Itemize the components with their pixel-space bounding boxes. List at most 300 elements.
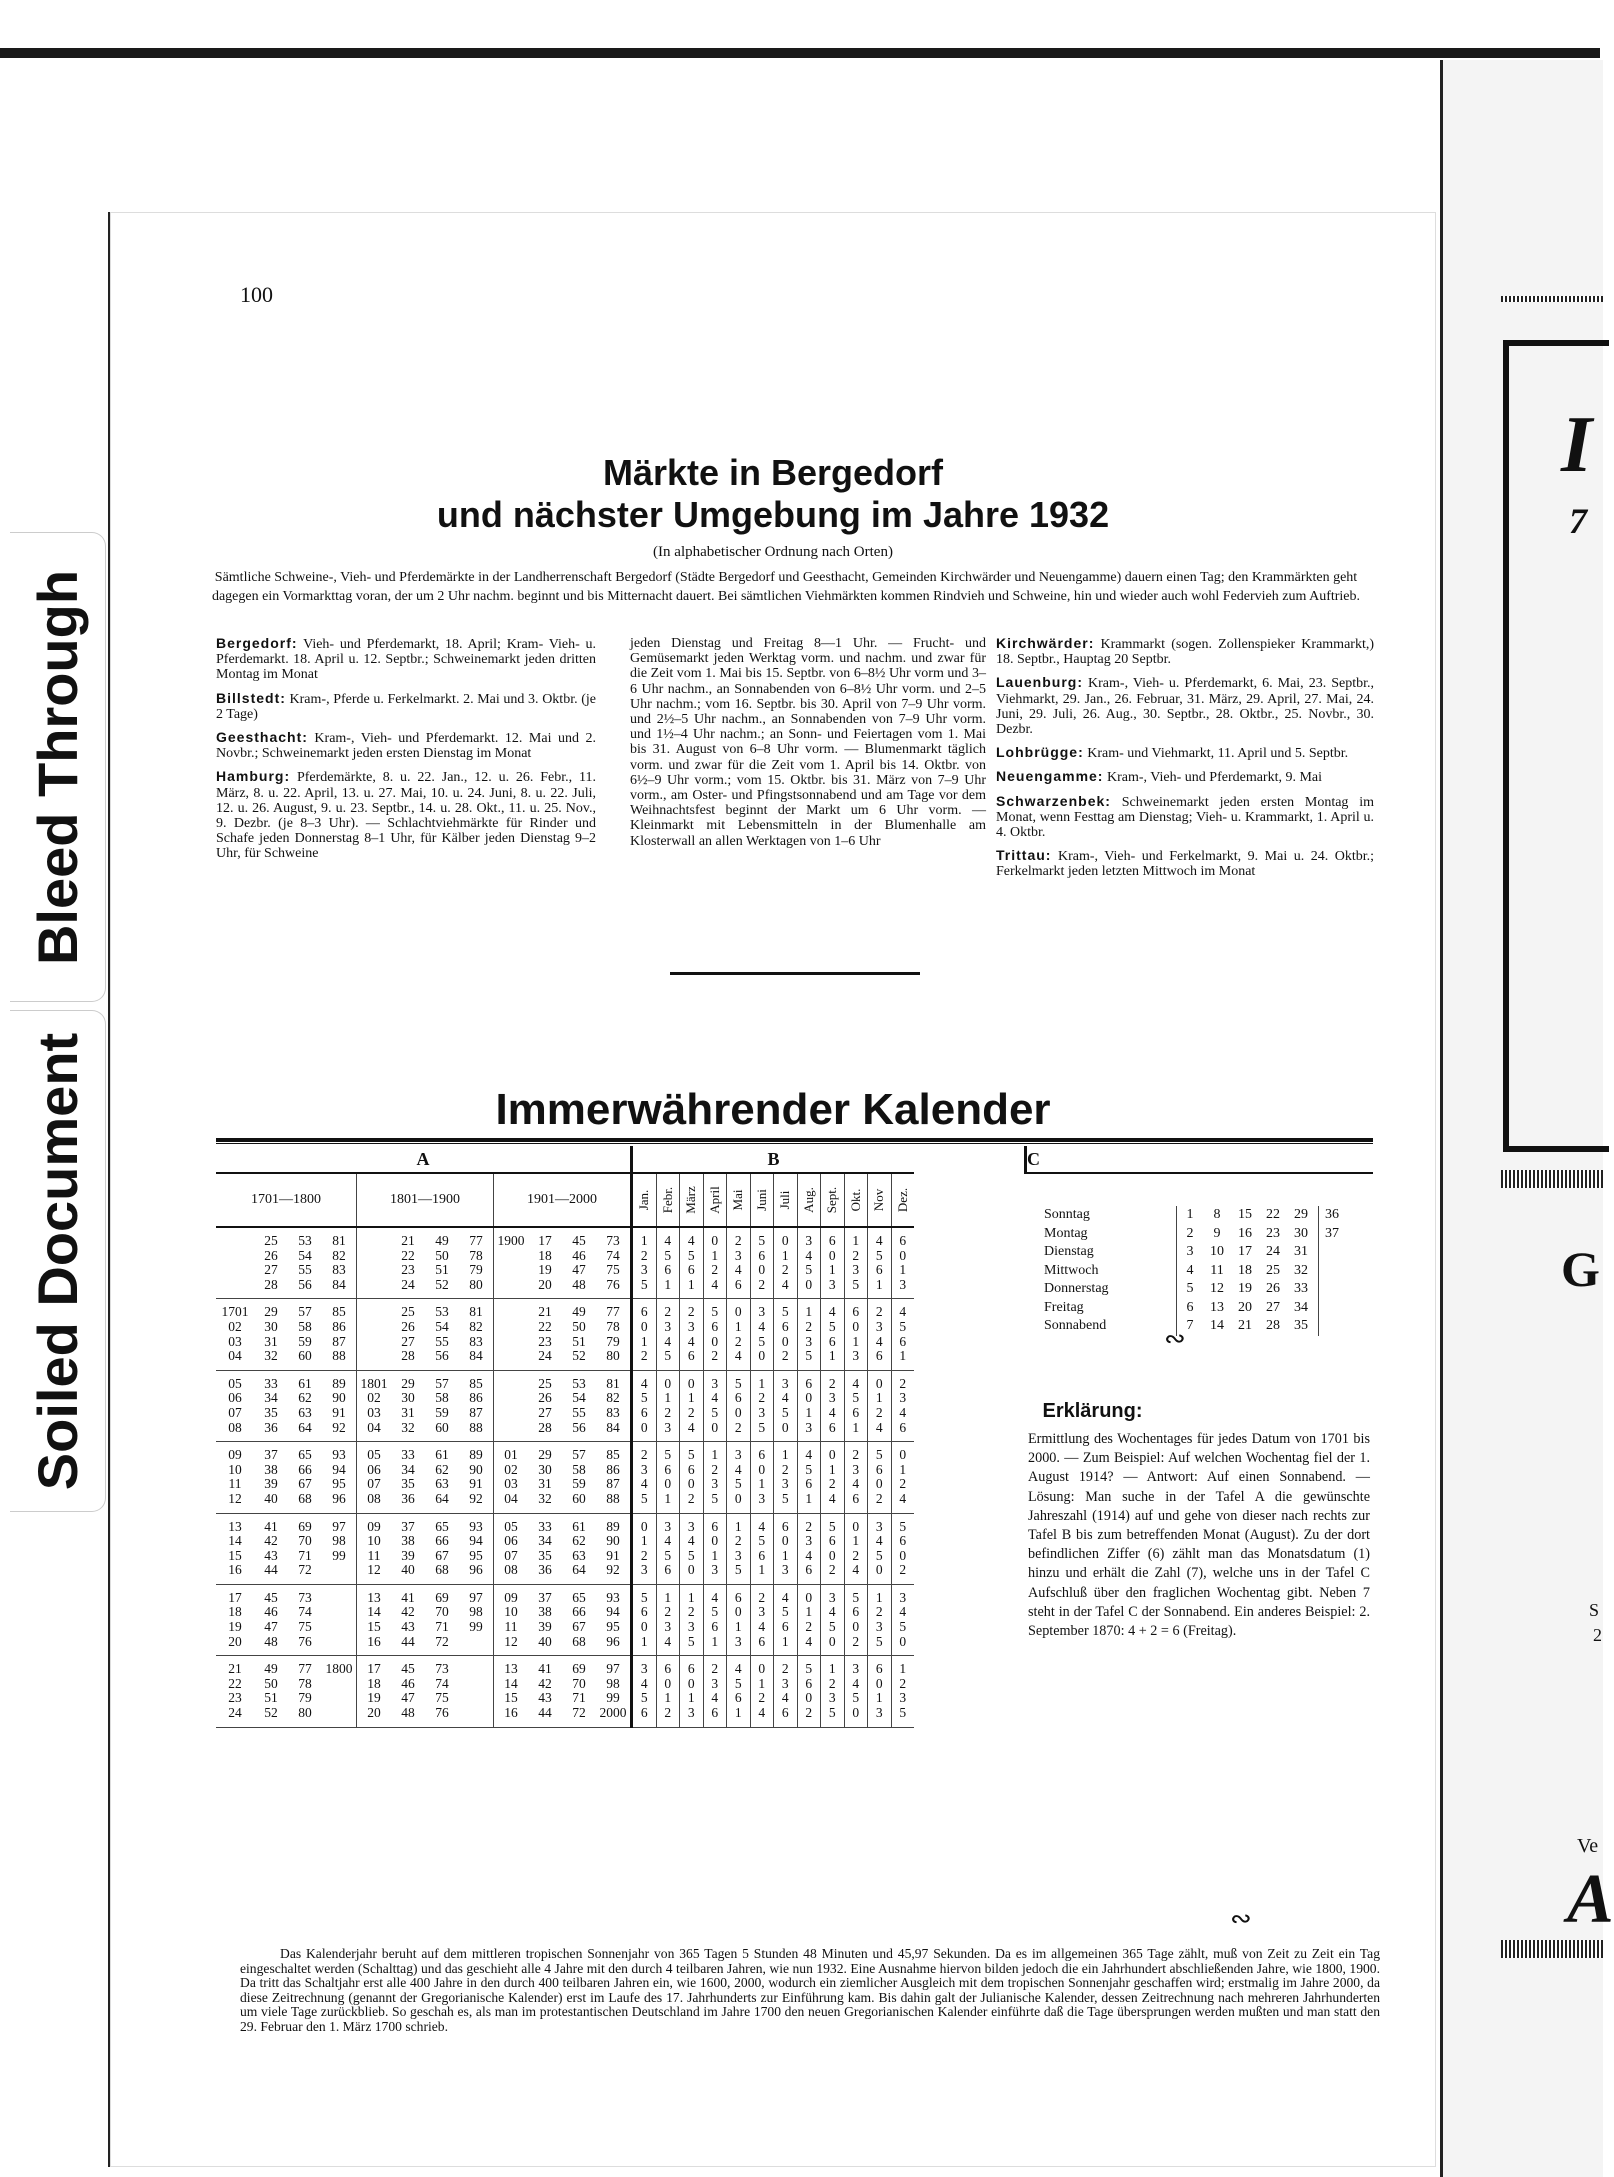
- weekday-number: 13: [1210, 1299, 1224, 1315]
- month-code-cell: 1 2 3 5: [868, 1584, 892, 1655]
- year-cell: 17 18 19 20: [216, 1584, 254, 1655]
- month-code-cell: 6 0 1 3: [703, 1513, 727, 1584]
- month-code-cell: 6 0 1 3: [891, 1227, 914, 1299]
- weekday-number: [1319, 1280, 1345, 1299]
- month-header: [821, 1173, 845, 1227]
- weekday-number: 35: [1294, 1318, 1308, 1333]
- year-cell: 25 26 27 28: [254, 1227, 288, 1299]
- weekday-number: 5: [1186, 1281, 1194, 1296]
- month-header: [727, 1173, 751, 1227]
- month-code-cell: 4 5 6 1: [703, 1584, 727, 1655]
- month-code-cell: 2 3 4 6: [821, 1370, 845, 1441]
- market-dates: Kram-, Pferde u. Ferkelmarkt. 2. Mai und 3. Oktbr. (je 2 Tage): [216, 691, 596, 722]
- weekday-number: [1319, 1243, 1345, 1262]
- month-code-cell: 1 2 3 5: [680, 1584, 704, 1655]
- market-entry: [996, 745, 1374, 761]
- month-code-cell: 6 0 1 3: [868, 1656, 892, 1727]
- side-tab-bleed-through[interactable]: [10, 532, 106, 1002]
- month-code-cell: 3 4 5 0: [891, 1584, 914, 1655]
- year-cell: 05 06 07 08: [494, 1513, 529, 1584]
- year-cell: 17 18 19 20: [357, 1656, 392, 1727]
- month-code-cell: 1 2 3 5: [727, 1513, 751, 1584]
- weekday-number: 34: [1294, 1299, 1308, 1315]
- month-code-cell: 5 6 0 2: [703, 1299, 727, 1370]
- month-code-cell: 6 0 1 3: [750, 1442, 774, 1513]
- month-code-cell: 2 3 4 6: [891, 1370, 914, 1441]
- weekday-number: 37: [1325, 1225, 1339, 1241]
- month-code-cell: 6 0 1 3: [797, 1370, 821, 1441]
- month-header: [891, 1173, 914, 1227]
- month-code-cell: 1 2 3 5: [703, 1442, 727, 1513]
- month-code-cell: 4 5 6 1: [891, 1299, 914, 1370]
- month-code-cell: 4 5 6 1: [750, 1513, 774, 1584]
- month-label: April: [706, 1186, 722, 1214]
- month-code-cell: 3 4 5 6: [632, 1656, 657, 1727]
- weekday-number: 17: [1238, 1244, 1252, 1259]
- year-cell: 81 82 83 84: [459, 1299, 494, 1370]
- month-code-cell: 4 5 6 0: [632, 1370, 657, 1441]
- year-cell: 49 50 51 52: [425, 1227, 459, 1299]
- markets-title-line2: und nächster Umgebung im Jahre 1932: [436, 494, 1110, 535]
- market-place: Schwarzenbek:: [996, 792, 1111, 809]
- weekday-number: 28: [1266, 1318, 1280, 1333]
- year-cell: 69 70 71 72: [425, 1584, 459, 1655]
- year-cell: 57 58 59 60: [425, 1370, 459, 1441]
- year-cell: 73 74 75 76: [288, 1584, 322, 1655]
- adjacent-glyph: S: [1589, 1600, 1600, 1620]
- markets-column-1: [216, 636, 596, 870]
- section-a-header: A: [216, 1146, 632, 1173]
- weekday-number: 19: [1238, 1281, 1252, 1296]
- weekday-number: [1319, 1317, 1345, 1336]
- month-code-cell: 3 4 5 0: [844, 1656, 868, 1727]
- year-cell: 53 54 55 56: [425, 1299, 459, 1370]
- weekday-number-column: [1288, 1206, 1314, 1336]
- market-place: Geesthacht:: [216, 729, 308, 746]
- month-code-cell: 0 1 2 3: [656, 1370, 680, 1441]
- month-label: Nov: [871, 1188, 887, 1212]
- month-code-cell: 1 2 3 5: [774, 1442, 798, 1513]
- markets-title: Märkte in Bergedorf: [602, 452, 944, 493]
- market-entry: [996, 794, 1374, 841]
- year-cell: [459, 1656, 494, 1727]
- year-cell: 81 82 83 84: [596, 1370, 632, 1441]
- year-cell: [357, 1299, 392, 1370]
- scanner-top-border: [0, 48, 1600, 58]
- month-code-cell: 4 5 6 1: [844, 1370, 868, 1441]
- year-cell: 1800: [322, 1656, 357, 1727]
- year-cell: 97 98 99: [459, 1584, 494, 1655]
- month-code-cell: 0 1 2 4: [868, 1370, 892, 1441]
- year-cell: 33 34 35 36: [528, 1513, 562, 1584]
- ornament: ∾: [1164, 1324, 1186, 1354]
- month-code-cell: 1 2 3 5: [844, 1227, 868, 1299]
- month-label: Jan.: [636, 1189, 652, 1211]
- month-code-cell: 0 1 2 3: [632, 1513, 657, 1584]
- year-cell: 29 30 31 32: [391, 1370, 425, 1441]
- month-label: Okt.: [847, 1188, 863, 1212]
- weekday-number: 15: [1238, 1207, 1252, 1222]
- section-b-header: B: [632, 1146, 915, 1173]
- year-cell: 41 42 43 44: [254, 1513, 288, 1584]
- year-cell: 17 18 19 20: [528, 1227, 562, 1299]
- year-cell: 81 82 83 84: [322, 1227, 357, 1299]
- market-place: Trittau:: [996, 847, 1052, 864]
- market-place: Neuengamme:: [996, 768, 1104, 785]
- weekday-label: Sonntag: [1044, 1207, 1090, 1222]
- weekday-number: 7: [1186, 1318, 1194, 1333]
- month-code-cell: 3 4 5 0: [750, 1299, 774, 1370]
- weekday-number: 32: [1294, 1262, 1308, 1278]
- weekday-number: 12: [1210, 1281, 1224, 1296]
- month-code-cell: 2 3 4 5: [632, 1442, 657, 1513]
- adjacent-glyph: G: [1561, 1241, 1600, 1297]
- market-entry: [996, 636, 1374, 667]
- market-place: Hamburg:: [216, 768, 291, 785]
- calendar-row: [216, 1227, 914, 1299]
- month-code-cell: 6 0 1 3: [680, 1656, 704, 1727]
- year-cell: 73 74 75 76: [596, 1227, 632, 1299]
- weekday-label: Sonnabend: [1044, 1318, 1107, 1333]
- year-cell: 89 90 91 92: [322, 1370, 357, 1441]
- month-code-cell: 1 2 3 5: [797, 1299, 821, 1370]
- month-header: [844, 1173, 868, 1227]
- month-header: [750, 1173, 774, 1227]
- month-code-cell: 0 1 2 4: [844, 1513, 868, 1584]
- weekday-number: 18: [1238, 1262, 1252, 1278]
- year-cell: [216, 1227, 254, 1299]
- month-code-cell: 2 3 4 6: [703, 1656, 727, 1727]
- markets-intro: Sämtliche Schweine-, Vieh- und Pferdemärkte in der Landherrenschaft Bergedorf (Städte Bergedorf und Geesthacht, Gemeinden Kirchwärder und Neuengamme) dauern einen Tag; den Krammärkten geht dagegen ein Vormarkttag voran, der um 2 Uhr nachm. beginnt und bis Mitternacht dauert. Bei sämtlichen Viehmärkten kommen Rindvieh und Schweine, hin und wieder auch wohl Federvieh zum Auftrieb.: [211, 570, 1361, 604]
- year-cell: 13 14 15 16: [357, 1584, 392, 1655]
- weekday-number: 16: [1238, 1225, 1252, 1241]
- year-cell: 97 98 99: [322, 1513, 357, 1584]
- month-code-cell: 3 4 5 0: [868, 1513, 892, 1584]
- year-cell: 29 30 31 32: [528, 1442, 562, 1513]
- month-label: Dez.: [894, 1187, 910, 1213]
- year-cell: 33 34 35 36: [391, 1442, 425, 1513]
- markets-column-2: [630, 636, 986, 857]
- adjacent-page-rule: [1501, 1940, 1603, 1958]
- weekday-number: 2: [1186, 1225, 1194, 1241]
- weekday-number: 25: [1266, 1262, 1280, 1278]
- year-cell: 61 62 63 64: [425, 1442, 459, 1513]
- month-code-cell: 4 5 6 1: [821, 1299, 845, 1370]
- explanation-title: Erklärung:: [1042, 1400, 1143, 1422]
- year-cell: 13 14 15 16: [216, 1513, 254, 1584]
- calendar-table-ab: [216, 1146, 914, 1728]
- year-cell: [494, 1299, 529, 1370]
- weekday-number: 23: [1266, 1225, 1280, 1241]
- year-cell: 61 62 63 64: [562, 1513, 596, 1584]
- year-cell: 37 38 39 40: [254, 1442, 288, 1513]
- market-place: Lauenburg:: [996, 674, 1083, 691]
- adjacent-page-frame: [1503, 340, 1609, 1152]
- year-cell: 61 62 63 64: [288, 1370, 322, 1441]
- year-cell: 01 02 03 04: [494, 1442, 529, 1513]
- month-code-cell: 2 3 4 6: [750, 1584, 774, 1655]
- markets-column-3: [996, 636, 1374, 888]
- year-cell: 93 94 95 96: [596, 1584, 632, 1655]
- weekday-number-column: [1204, 1206, 1230, 1336]
- century-header: 1901—2000: [494, 1173, 632, 1227]
- year-cell: 65 66 67 68: [425, 1513, 459, 1584]
- weekday-number: 6: [1186, 1299, 1194, 1315]
- side-tab-label: Bleed Through: [26, 569, 89, 965]
- market-entry: jeden Dienstag und Freitag 8—1 Uhr. — Frucht- und Gemüsemarkt jeden Werktag vorm. und nachm. und zwar für die Zeit vom 1. Mai bis 15. Septbr. von 6–8½ Uhr vorm und 3–6 Uhr nachm., an Sonnabenden von 6–8½ Uhr vorm. und 2–5 Uhr nachm.; vom 16. Septbr. bis 30. April von 7–9 Uhr vorm. und 2½–5 Uhr nachm., an Sonnabenden von 7–9 Uhr vorm. und 1½–4 Uhr nachm.; an Sonn- und Feiertagen vom 1. Mai bis 31. August von 6–8 Uhr vorm. — Blumenmarkt täglich vorm. und zwar für die Zeit vom 1. April bis 14. Oktbr. von 6½–9 Uhr vorm.; vom 15. Oktbr. bis 31. März von 7–9 Uhr vorm., am Oster- und Pfingstsonnabend und am Tage vor dem Weihnachtsfest beginnt der Markt um 6 Uhr vorm. — Kleinmarkt mit Lebensmitteln in der Blumenhalle am Klosterwall an allen Werktagen von 1–6 Uhr: [630, 636, 986, 849]
- page-number: 100: [240, 282, 273, 307]
- month-code-cell: 5 6 0 2: [680, 1442, 704, 1513]
- adjacent-page: [1440, 60, 1614, 2177]
- year-cell: 13 14 15 16: [494, 1656, 529, 1727]
- market-dates: Kram-, Vieh- und Ferkelmarkt, 9. Mai u. 24. Oktbr.; Ferkelmarkt jeden letzten Mittwoch im Monat: [996, 849, 1374, 880]
- year-cell: 93 94 95 96: [322, 1442, 357, 1513]
- weekday-number: 3: [1186, 1244, 1194, 1259]
- weekday-number-column: [1260, 1206, 1286, 1336]
- month-code-cell: 3 4 5 0: [727, 1442, 751, 1513]
- month-code-cell: 6 0 1 3: [727, 1584, 751, 1655]
- year-cell: 09 10 11 12: [357, 1513, 392, 1584]
- market-dates: Pferdemärkte, 8. u. 22. Jan., 12. u. 26. Febr., 11. März, 8. u. 22. April, 13. u. 27. Mai, 10. u. 24. Juni, 8. u. 22. Juli, 12. u. 26. August, 9. u. 23. Septbr., 14. u. 28. Okt., 11. u. 25. Nov., 9. Dezbr. (je 8–3 Uhr). — Schlachtviehmärkte für Rinder und Schafe jeden Donnerstag 8–1 Uhr, für Kälber jeden Dienstag 9–2 Uhr, für Schweine: [216, 770, 596, 862]
- calendar-row: [216, 1656, 914, 1727]
- year-cell: 33 34 35 36: [254, 1370, 288, 1441]
- month-code-cell: 0 1 2 4: [774, 1227, 798, 1299]
- month-code-cell: 6 0 1 3: [774, 1513, 798, 1584]
- document-page: [108, 212, 1436, 2167]
- month-code-cell: 5 6 0 2: [891, 1513, 914, 1584]
- year-cell: 05 06 07 08: [357, 1442, 392, 1513]
- year-cell: [322, 1584, 357, 1655]
- month-code-cell: 3 4 5 6: [656, 1513, 680, 1584]
- year-cell: [357, 1227, 392, 1299]
- month-code-cell: 3 4 5 0: [774, 1370, 798, 1441]
- weekday-number: 8: [1213, 1207, 1221, 1222]
- month-label: Juni: [753, 1189, 769, 1211]
- month-code-cell: 5 6 0 2: [774, 1299, 798, 1370]
- market-entry: [216, 769, 596, 861]
- weekday-number: 20: [1238, 1299, 1252, 1315]
- weekday-number: 27: [1266, 1299, 1280, 1315]
- month-code-cell: 5 6 0 1: [632, 1584, 657, 1655]
- year-cell: 45 46 47 48: [391, 1656, 425, 1727]
- explanation-text: Ermittlung des Wochentages für jedes Datum von 1701 bis 2000. — Zum Beispiel: Auf welchen Wochentag fiel der 1. August 1914? — Antwort: Auf einen Sonnabend. — Lösung: Man suche in der Tafel A die gewünschte Jahreszahl (1914) auf und gehe von dieser nach rechts zur Tafel B bis zum betreffenden Monat (August). Zu der dort befindlichen Ziffer (6) zählt man das Monatsdatum (1) hinzu und erhält die Zahl (7), welche uns in der Tafel C Aufschluß über den fraglichen Wochentag gibt. Neben 7 steht in der Tafel C der Sonnabend. Ein anderes Beispiel: 2. September 1870: 4 + 2 = 6 (Freitag).: [1028, 1431, 1370, 1640]
- month-code-cell: 4 5 6 1: [868, 1227, 892, 1299]
- adjacent-glyph: Ve: [1577, 1835, 1599, 1857]
- month-code-cell: 1 2 3 5: [891, 1656, 914, 1727]
- weekday-label: Dienstag: [1044, 1244, 1094, 1259]
- calendar-row: [216, 1442, 914, 1513]
- weekday-number: [1319, 1299, 1345, 1318]
- adjacent-glyph: I: [1561, 401, 1593, 489]
- year-cell: [494, 1370, 529, 1441]
- market-entry: [996, 848, 1374, 879]
- year-cell: 49 50 51 52: [562, 1299, 596, 1370]
- weekday-number: 9: [1213, 1225, 1221, 1241]
- year-cell: 41 42 43 44: [391, 1584, 425, 1655]
- month-code-cell: 0 1 2 4: [821, 1442, 845, 1513]
- month-code-cell: 5 6 0 2: [727, 1370, 751, 1441]
- month-code-cell: 0 1 2 4: [891, 1442, 914, 1513]
- year-cell: 69 70 71 72: [562, 1656, 596, 1727]
- year-cell: 89 90 91 92: [459, 1442, 494, 1513]
- market-dates: Kram-, Vieh- u. Pferdemarkt, 6. Mai, 23. Septbr., Viehmarkt, 29. Jan., 26. Februar, 31. März, 29. April, 27. Mai, 24. Juni, 29. Juli, 26. Aug., 30. Septbr., 28. Oktbr., 25. Novbr., 30. Dezbr.: [996, 676, 1374, 738]
- calendar-title: Immerwährender Kalender: [495, 1085, 1051, 1134]
- section-c-header: C: [1024, 1146, 1373, 1174]
- month-header: [774, 1173, 798, 1227]
- month-label: Juli: [777, 1190, 793, 1210]
- month-code-cell: 4 5 6 1: [797, 1442, 821, 1513]
- market-dates: Krammarkt (sogen. Zollenspieker Krammarkt,) 18. Septbr., Hauptag 20 Septbr.: [996, 637, 1374, 668]
- month-code-cell: 2 3 4 6: [797, 1513, 821, 1584]
- adjacent-page-rule: [1501, 296, 1603, 302]
- month-code-cell: 3 4 5 0: [821, 1584, 845, 1655]
- market-entry: [996, 769, 1374, 785]
- market-entry: [216, 691, 596, 722]
- month-code-cell: 1 2 3 4: [656, 1584, 680, 1655]
- year-cell: 69 70 71 72: [288, 1513, 322, 1584]
- month-code-cell: 2 3 4 6: [868, 1299, 892, 1370]
- month-code-cell: 6 0 1 3: [821, 1227, 845, 1299]
- market-entry: [216, 636, 596, 683]
- year-cell: 21 22 23 24: [528, 1299, 562, 1370]
- year-cell: 45 46 47 48: [254, 1584, 288, 1655]
- year-cell: 1701 02 03 04: [216, 1299, 254, 1370]
- adjacent-glyph: A: [1567, 1861, 1614, 1938]
- year-cell: 09 10 11 12: [494, 1584, 529, 1655]
- markets-subtitle: (In alphabetischer Ordnung nach Orten): [653, 544, 893, 560]
- market-dates: Schweinemarkt jeden ersten Montag im Monat, wenn Festtag am Dienstag; Vieh- u. Krammarkt, 1. April u. 4. Oktbr.: [996, 794, 1374, 841]
- year-cell: 65 66 67 68: [288, 1442, 322, 1513]
- month-label: Febr.: [659, 1186, 675, 1214]
- market-dates: Kram-, Vieh- und Pferdemarkt, 9. Mai: [1106, 770, 1323, 786]
- month-header: [656, 1173, 680, 1227]
- month-label: März: [683, 1186, 699, 1214]
- weekday-label: Montag: [1044, 1225, 1088, 1241]
- month-code-cell: 4 5 6 1: [680, 1227, 704, 1299]
- year-cell: 1900: [494, 1227, 529, 1299]
- year-cell: 49 50 51 52: [254, 1656, 288, 1727]
- year-cell: 41 42 43 44: [528, 1656, 562, 1727]
- weekday-number: 1: [1186, 1207, 1194, 1222]
- weekday-label: Donnerstag: [1044, 1281, 1109, 1296]
- market-place: Lohbrügge:: [996, 744, 1084, 761]
- century-header: 1801—1900: [357, 1173, 494, 1227]
- year-cell: 57 58 59 60: [562, 1442, 596, 1513]
- month-code-cell: 1 2 3 5: [750, 1370, 774, 1441]
- weekday-number: 22: [1266, 1207, 1280, 1222]
- year-cell: 73 74 75 76: [425, 1656, 459, 1727]
- month-code-cell: 6 0 1 2: [656, 1656, 680, 1727]
- month-header: [703, 1173, 727, 1227]
- section-divider: [670, 972, 920, 975]
- ornament: ∾: [1230, 1904, 1252, 1934]
- calendar-row: [216, 1513, 914, 1584]
- year-cell: 53 54 55 56: [562, 1370, 596, 1441]
- year-cell: 1801 02 03 04: [357, 1370, 392, 1441]
- weekday-number: 33: [1294, 1281, 1308, 1296]
- year-cell: 25 26 27 28: [528, 1370, 562, 1441]
- calendar-table-c: [1024, 1146, 1373, 1354]
- month-header: [797, 1173, 821, 1227]
- weekday-number-column: [1176, 1206, 1203, 1336]
- weekday-number: [1319, 1262, 1345, 1281]
- year-cell: 65 66 67 68: [562, 1584, 596, 1655]
- year-cell: 85 86 87 88: [459, 1370, 494, 1441]
- month-header: [868, 1173, 892, 1227]
- calendar-row: [216, 1370, 914, 1441]
- weekday-number: 30: [1294, 1225, 1308, 1241]
- month-code-cell: 5 6 0 1: [656, 1442, 680, 1513]
- year-cell: 29 30 31 32: [254, 1299, 288, 1370]
- weekday-number: 24: [1266, 1244, 1280, 1259]
- month-code-cell: 5 6 0 2: [868, 1442, 892, 1513]
- weekday-number: 29: [1294, 1207, 1308, 1222]
- month-code-cell: 4 5 6 1: [774, 1584, 798, 1655]
- market-entry: [996, 675, 1374, 737]
- month-label: Aug.: [800, 1187, 816, 1213]
- year-cell: 25 26 27 28: [391, 1299, 425, 1370]
- month-code-cell: 3 4 5 0: [680, 1513, 704, 1584]
- month-code-cell: 2 3 4 6: [680, 1299, 704, 1370]
- month-code-cell: 0 1 2 4: [703, 1227, 727, 1299]
- month-header: [632, 1173, 657, 1227]
- month-code-cell: 2 3 4 5: [656, 1299, 680, 1370]
- year-cell: 77 78 79 80: [596, 1299, 632, 1370]
- year-cell: 93 94 95 96: [459, 1513, 494, 1584]
- year-cell: 53 54 55 56: [288, 1227, 322, 1299]
- side-tab-label: Soiled Document: [26, 1032, 90, 1490]
- year-cell: 21 22 23 24: [391, 1227, 425, 1299]
- calendar-row: [216, 1584, 914, 1655]
- market-place: Billstedt:: [216, 689, 286, 706]
- month-code-cell: 3 4 5 0: [797, 1227, 821, 1299]
- weekday-number-column: [1318, 1206, 1345, 1336]
- weekday-number: 36: [1325, 1207, 1339, 1222]
- year-cell: 21 22 23 24: [216, 1656, 254, 1727]
- weekday-number: 21: [1238, 1318, 1252, 1333]
- month-code-cell: 2 3 4 6: [774, 1656, 798, 1727]
- market-entry: [216, 730, 596, 761]
- side-tab-soiled-document[interactable]: [10, 1010, 106, 1512]
- year-cell: 77 78 79 80: [459, 1227, 494, 1299]
- month-code-cell: 0 1 2 4: [680, 1370, 704, 1441]
- year-cell: 97 98 99 2000: [596, 1656, 632, 1727]
- weekday-number: 31: [1294, 1244, 1308, 1259]
- market-dates: Vieh- und Pferdemarkt, 18. April; Kram- Vieh- u. Pferdemarkt. 18. April u. 12. Septbr.; Schweinemarkt jeden dritten Montag im Monat: [216, 637, 597, 683]
- month-label: Mai: [730, 1189, 746, 1211]
- month-code-cell: 4 5 6 1: [727, 1656, 751, 1727]
- month-code-cell: 3 4 5 0: [703, 1370, 727, 1441]
- year-cell: 09 10 11 12: [216, 1442, 254, 1513]
- weekday-label: Freitag: [1044, 1299, 1084, 1315]
- market-place: Bergedorf:: [216, 635, 298, 651]
- month-code-cell: 0 1 2 4: [797, 1584, 821, 1655]
- month-code-cell: 2 3 4 6: [727, 1227, 751, 1299]
- year-cell: 45 46 47 48: [562, 1227, 596, 1299]
- weekday-number: 10: [1210, 1244, 1224, 1259]
- weekday-label: Mittwoch: [1044, 1262, 1099, 1278]
- month-code-cell: 1 2 3 5: [821, 1656, 845, 1727]
- weekday-number: 11: [1210, 1262, 1224, 1278]
- year-cell: 77 78 79 80: [288, 1656, 322, 1727]
- adjacent-glyph: 2: [1593, 1625, 1602, 1645]
- month-code-cell: 5 6 0 2: [750, 1227, 774, 1299]
- month-header: [680, 1173, 704, 1227]
- calendar-row: [216, 1299, 914, 1370]
- month-code-cell: 4 5 6 1: [656, 1227, 680, 1299]
- month-code-cell: 0 1 2 4: [750, 1656, 774, 1727]
- month-label: Sept.: [824, 1186, 840, 1214]
